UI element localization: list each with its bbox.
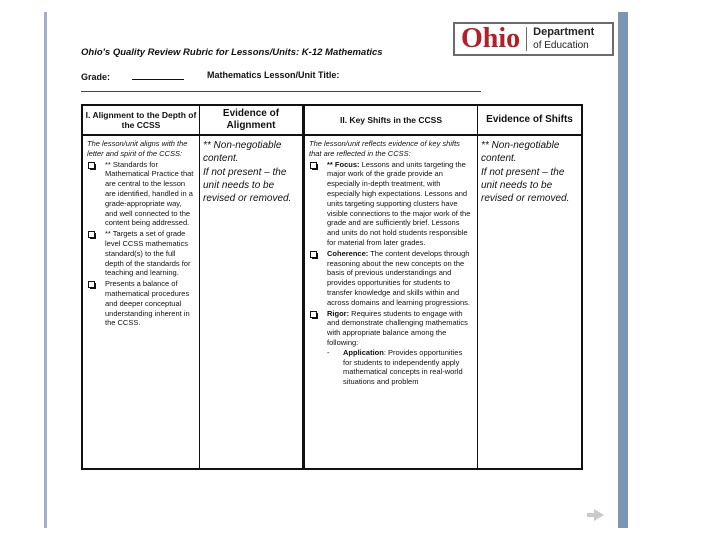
revise-note-text: If not present – the unit needs to be revised or removed. [203, 166, 292, 205]
focus-text: Lessons and units targeting the major work of the grade provide an especially in-depth treatment, with especially high expectations. Lessons and units targeting supporting clusters have visible connections to the major work of the grade and are sufficiently brief. Lessons and units do not hold students responsible for material from later grades. [327, 159, 471, 247]
evidence-shifts-column [478, 106, 581, 468]
evidence-alignment-header: Evidence of Alignment [200, 106, 302, 136]
evidence-shifts-header: Evidence of Shifts [478, 106, 581, 136]
application-text: : Provides opportunities for students to independently apply mathematical concepts in real-world situations and problem [343, 347, 463, 387]
revise-note-text: If not present – the unit needs to be revised or removed. [481, 166, 570, 205]
checkbox-icon[interactable] [310, 251, 317, 258]
alignment-item [87, 279, 195, 328]
alignment-column [83, 106, 200, 468]
key-shifts-header: II. Key Shifts in the CCSS [305, 106, 477, 136]
evidence-shifts-note [478, 136, 581, 205]
alignment-item-text: ** Targets a set of grade level CCSS mathematics standard(s) to the full depth of the standards for teaching and learning. [105, 229, 191, 278]
document-title: Ohio's Quality Review Rubric for Lessons/Units: K-12 Mathematics [81, 47, 383, 58]
logo-ohio-word: Ohio [461, 23, 521, 54]
alignment-body [83, 136, 199, 328]
rubric-table [81, 104, 583, 470]
grade-field [81, 70, 184, 82]
ohio-department-of-education-logo [453, 22, 614, 56]
rigor-label: Rigor: [327, 308, 350, 318]
logo-dept-line1: Department [533, 26, 595, 38]
focus-label: ** Focus: [327, 159, 360, 169]
alignment-intro: The lesson/unit aligns with the letter and spirit of the CCSS: [87, 139, 188, 158]
logo-department-text [527, 26, 594, 52]
slide-right-border [618, 12, 628, 528]
evidence-alignment-note [200, 136, 302, 205]
checkbox-icon[interactable] [310, 311, 317, 318]
checkbox-icon[interactable] [88, 231, 95, 238]
alignment-header: I. Alignment to the Depth of the CCSS [83, 106, 199, 136]
lesson-title-label: Mathematics Lesson/Unit Title: [207, 70, 340, 80]
alignment-item [87, 160, 195, 229]
rigor-item [309, 309, 473, 348]
checkbox-icon[interactable] [88, 162, 95, 169]
grade-label: Grade: [81, 72, 111, 82]
dash-bullet: - [327, 347, 330, 357]
key-shifts-body [305, 136, 477, 387]
application-subitem [309, 348, 473, 387]
alignment-item [87, 229, 195, 278]
title-underline-rule [81, 91, 481, 92]
non-negotiable-text: ** Non-negotiable content. [203, 140, 282, 165]
next-slide-arrow-icon[interactable] [594, 509, 604, 521]
key-shifts-intro: The lesson/unit reflects evidence of key shifts that are reflected in the CCSS: [309, 139, 460, 158]
key-shifts-column [305, 106, 478, 468]
application-label: Application [343, 347, 384, 357]
alignment-item-text: ** Standards for Mathematical Practice that are central to the lesson are identified, handled in a grade-appropriate way, and well connected to the content being addressed. [105, 159, 194, 228]
coherence-item [309, 249, 473, 308]
checkbox-icon[interactable] [310, 162, 317, 169]
logo-dept-line2: of Education [533, 40, 589, 51]
coherence-label: Coherence: [327, 248, 369, 258]
non-negotiable-text: ** Non-negotiable content. [481, 140, 560, 165]
alignment-item-text: Presents a balance of mathematical procedures and deeper conceptual understanding inherent in the CCSS. [105, 279, 190, 328]
focus-item [309, 160, 473, 248]
evidence-alignment-column [200, 106, 305, 468]
grade-blank-line [132, 70, 184, 80]
checkbox-icon[interactable] [88, 281, 95, 288]
rigor-text: Requires students to engage with and demonstrate challenging mathematics with appropriate balance among the following: [327, 308, 468, 347]
coherence-text: The content develops through reasoning about the new concepts on the basis of previous understandings and provides opportunities for students to transfer knowledge and skills within and across domains and learning progressions. [327, 248, 470, 307]
